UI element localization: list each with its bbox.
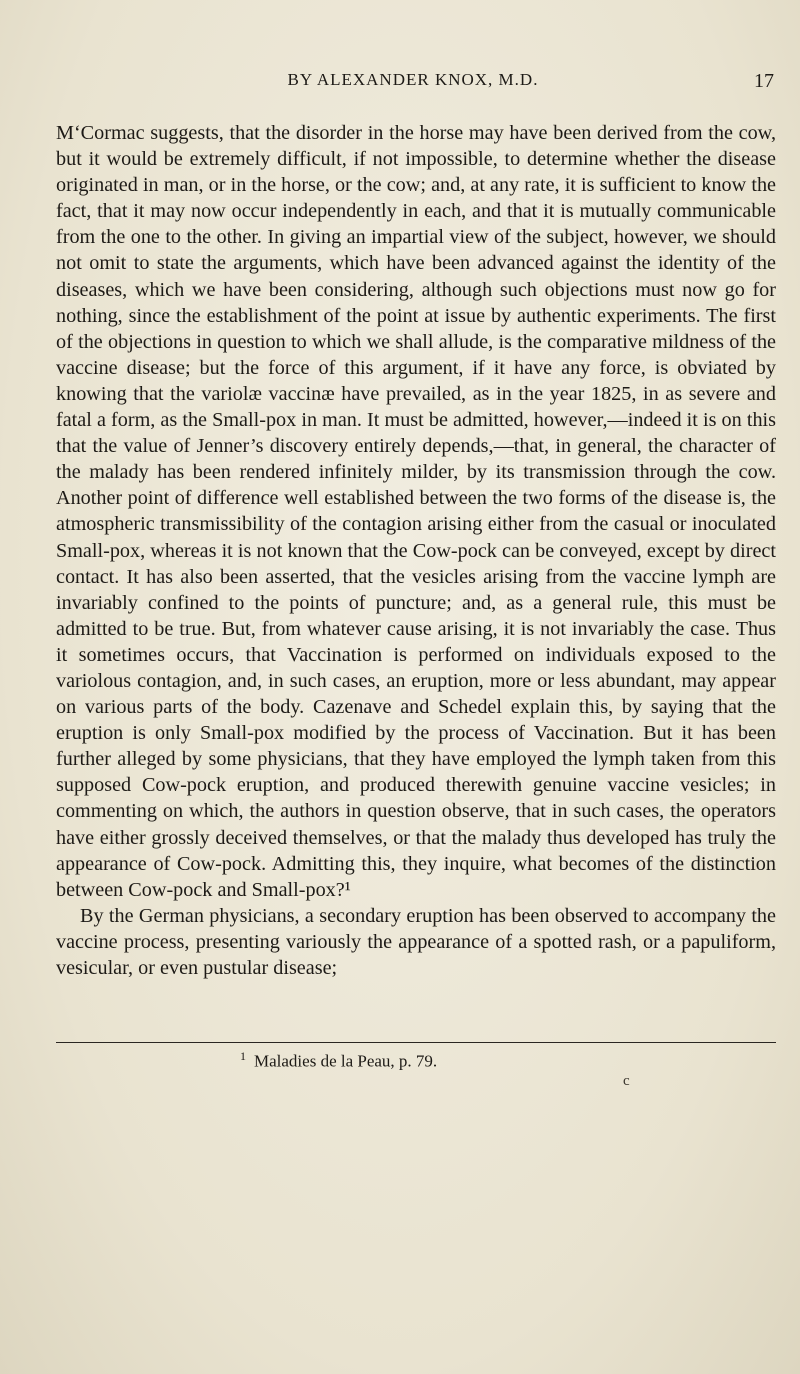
page-header	[52, 70, 774, 100]
footnote	[240, 1049, 437, 1072]
footnote-text: Maladies de la Peau, p. 79.	[254, 1051, 438, 1071]
body-text	[56, 120, 776, 981]
footnote-marker: 1	[240, 1049, 246, 1063]
footnote-divider	[56, 1042, 776, 1043]
signature-mark: c	[623, 1073, 630, 1089]
running-head: BY ALEXANDER KNOX, M.D.	[287, 70, 539, 89]
paragraph-1: M‘Cormac suggests, that the disorder in the horse may have been derived from the cow, but it would be extremely difficult, if not impossible, to determine whether the disease originated in man, or in the horse, or the cow; and, at any rate, it is sufficient to know the fact, that it may now occur independently in each, and that it is mutually communicable from the one to the other. In giving an impartial view of the subject, however, we should not omit to state the arguments, which have been advanced against the identity of the diseases, which we have been considering, although such objections must now go for nothing, since the establishment of the point at issue by authentic experiments. The first of the objections in question to which we shall allude, is the comparative mildness of the vaccine disease; but the force of this argument, if it have any force, is obviated by knowing that the variolæ vaccinæ have prevailed, as in the year 1825, in as severe and fatal a form, as the Small-pox in man. It must be admitted, however,—indeed it is on this that the value of Jenner’s discovery entirely depends,—that, in general, the character of the malady has been rendered infinitely milder, by its transmission through the cow. Another point of difference well established between the two forms of the disease is, the atmospheric transmissibility of the contagion arising either from the casual or inoculated Small-pox, whereas it is not known that the Cow-pock can be conveyed, except by direct contact. It has also been asserted, that the vesicles arising from the vaccine lymph are invariably confined to the points of puncture; and, as a general rule, this must be admitted to be true. But, from whatever cause arising, it is not invariably the case. Thus it sometimes occurs, that Vaccination is performed on individuals exposed to the variolous contagion, and, in such cases, an eruption, more or less abundant, may appear on various parts of the body. Cazenave and Schedel explain this, by saying that the eruption is only Small-pox modified by the process of Vaccination. But it has been further alleged by some physicians, that they have employed the lymph taken from this supposed Cow-pock eruption, and produced therewith genuine vaccine vesicles; in commenting on which, the authors in question observe, that in such cases, the operators have either grossly deceived themselves, or that the malady thus developed has truly the appearance of Cow-pock. Admitting this, they inquire, what becomes of the distinction between Cow-pock and Small-pox?¹	[56, 122, 776, 901]
page-number: 17	[754, 70, 774, 92]
paragraph-2: By the German physicians, a secondary eruption has been observed to accompany the vaccine process, presenting variously the appearance of a spotted rash, or a papuliform, vesicular, or even pustular disease;	[56, 904, 776, 979]
